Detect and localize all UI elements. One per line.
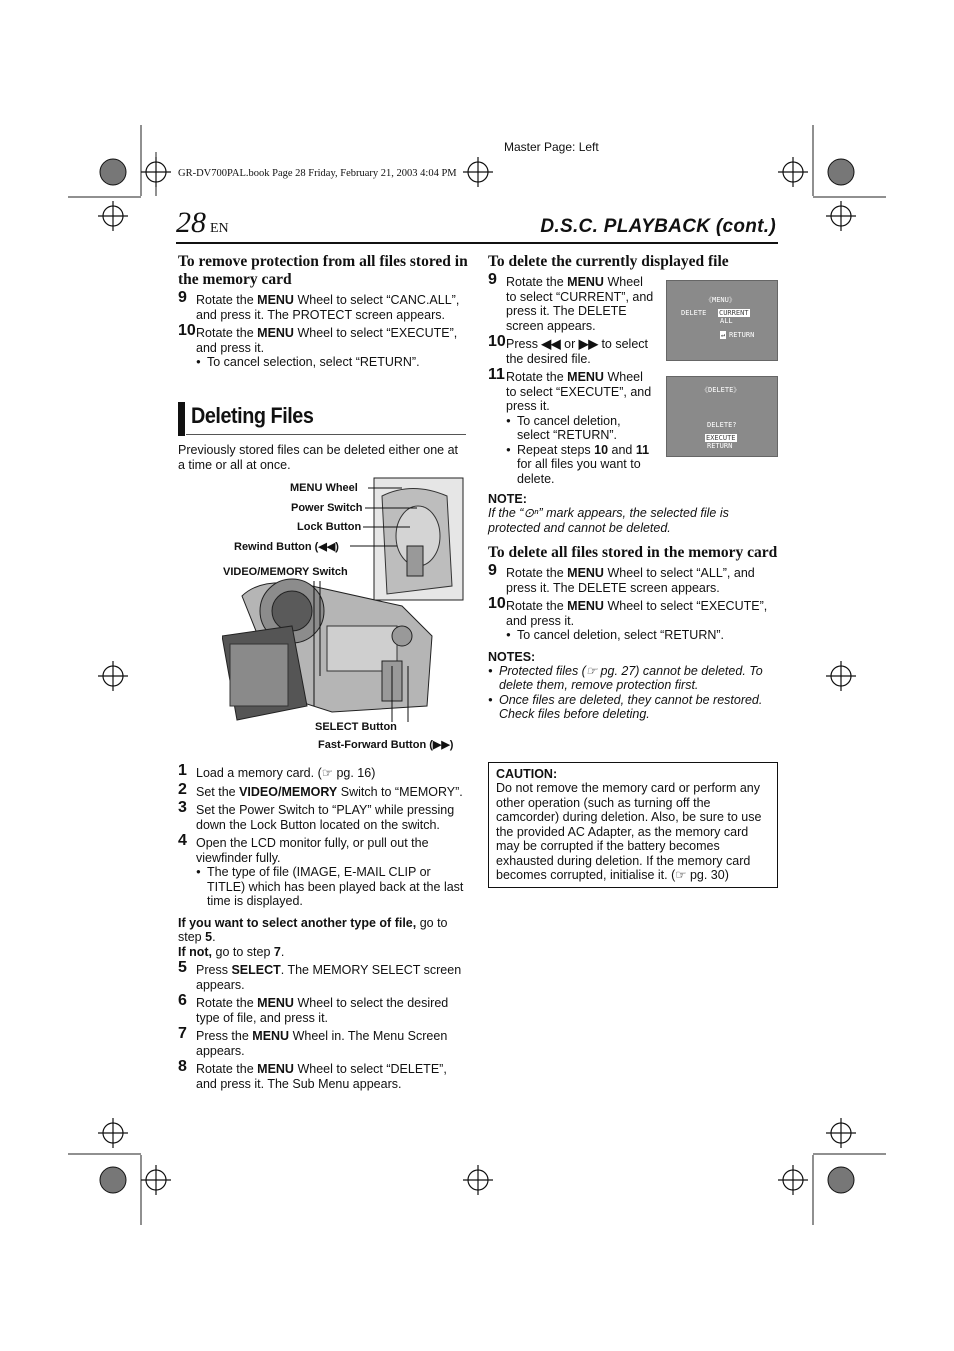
label-select-button: SELECT Button xyxy=(315,721,397,733)
remove-protection-section xyxy=(178,253,468,374)
current-note-text: If the “⊙ⁿ” mark appears, the selected file is protected and cannot be deleted. xyxy=(488,506,729,535)
master-page-label: Master Page: Left xyxy=(504,140,599,154)
delete-step-5: 5 Press SELECT. The MEMORY SELECT screen appears. xyxy=(178,959,462,992)
caution-heading: CAUTION: xyxy=(496,767,558,781)
delete-step-8: 8 Rotate the MENU Wheel to select “DELETE”, and press it. The Sub Menu appears. xyxy=(178,1058,447,1091)
label-ff-button: Fast-Forward Button (▶▶) xyxy=(318,739,454,751)
delete-current-heading: To delete the currently displayed file xyxy=(488,253,729,270)
all-step-10: 10 Rotate the MENU Wheel to select “EXECUTE”, and press it. ● To cancel deletion, select “RETURN”. xyxy=(488,599,778,643)
all-cancel-bullet: ● To cancel deletion, select “RETURN”. xyxy=(506,628,778,643)
if-not: If not, go to step 7. xyxy=(178,944,285,959)
deleting-files-title: Deleting Files xyxy=(191,403,314,428)
delete-step-1: 1 Load a memory card. (☞ pg. 16) xyxy=(178,762,376,780)
menu-delete-screen: 《MENU》 DELETE CURRENT ALL ↵ RETURN xyxy=(666,280,778,361)
if-select-another: If you want to select another type of file, go to step 5. xyxy=(178,915,448,944)
current-step-10: 10 Press ◀◀ or ▶▶ to select the desired file. xyxy=(488,333,648,366)
label-video-memory-switch: VIDEO/MEMORY Switch xyxy=(223,566,348,578)
deleting-intro: Previously stored files can be deleted either one at a time or all at once. xyxy=(178,443,459,472)
section-title: D.S.C. PLAYBACK (cont.) xyxy=(540,216,776,237)
remove-protection-heading: To remove protection from all files stored in the memory card xyxy=(178,253,468,288)
deleting-title-rule xyxy=(186,434,466,435)
remove-cancel-bullet: ● To cancel selection, select “RETURN”. xyxy=(196,355,468,370)
note-protected: ● Protected files (☞ pg. 27) cannot be deleted. To delete them, remove protection first. xyxy=(488,664,778,693)
delete-step-2: 2 Set the VIDEO/MEMORY Switch to “MEMORY”. xyxy=(178,780,463,799)
page-lang: EN xyxy=(210,221,229,236)
remove-step-10: 10 Rotate the MENU Wheel to select “EXECUTE”, and press it. ● To cancel selection, select “RETURN”. xyxy=(178,326,468,370)
label-menu-wheel: MENU Wheel xyxy=(290,482,358,494)
header-rule xyxy=(176,242,778,244)
delete-all-section xyxy=(488,544,778,722)
current-note-heading: NOTE: xyxy=(488,492,527,506)
current-step-11: 11 Rotate the MENU Wheel to select “EXECUTE”, and press it. ● To cancel deletion, select “RETURN”. ● Repeat steps 10 and 11 for all files you want to delete. xyxy=(488,370,656,486)
delete-step-4-bullet: ● The type of file (IMAGE, E-MAIL CLIP or TITLE) which has been played back at the last time is displayed. xyxy=(196,865,468,909)
page-number xyxy=(176,206,229,240)
label-power-switch: Power Switch xyxy=(291,502,363,514)
delete-step-7: 7 Press the MENU Wheel in. The Menu Screen appears. xyxy=(178,1025,448,1058)
caution-text: Do not remove the memory card or perform any other operation (such as turning off the camcorder) during deletion. Also, be sure to use the provided AC Adapter, as the memory card may be corrupted if the battery becomes exhausted during deletion. If the memory card becomes corrupted, initialise it. (☞ pg. 30) xyxy=(496,781,762,882)
notes-heading: NOTES: xyxy=(488,649,536,664)
current-cancel-bullet: ● To cancel deletion, select “RETURN”. xyxy=(506,414,656,443)
current-step-9: 9 Rotate the MENU Wheel to select “CURRENT”, and press it. The DELETE screen appears. xyxy=(488,271,654,333)
label-rewind-button: Rewind Button (◀◀) xyxy=(234,541,339,553)
deleting-steps xyxy=(178,764,468,1095)
caution-box xyxy=(488,762,778,888)
label-lock-button: Lock Button xyxy=(297,521,362,533)
page-number-value: 28 xyxy=(176,206,206,239)
book-line: GR-DV700PAL.book Page 28 Friday, February 21, 2003 4:04 PM xyxy=(178,168,457,179)
remove-step-9: 9 Rotate the MENU Wheel to select “CANC.ALL”, and press it. The PROTECT screen appears. xyxy=(178,289,460,322)
delete-confirm-screen: 《DELETE》 DELETE? EXECUTE RETURN xyxy=(666,376,778,457)
delete-all-heading: To delete all files stored in the memory card xyxy=(488,544,778,561)
return-icon: ↵ xyxy=(721,331,726,339)
protect-mark-icon: ⊙ⁿ xyxy=(523,506,539,520)
delete-step-4: 4 Open the LCD monitor fully, or pull out the viewfinder fully. ● The type of file (IMAGE, E-MAIL CLIP or TITLE) which has been played back at the last time is displayed. xyxy=(178,836,468,909)
all-step-9: 9 Rotate the MENU Wheel to select “ALL”, and press it. The DELETE screen appears. xyxy=(488,562,755,595)
current-repeat-bullet: ● Repeat steps 10 and 11 for all files you want to delete. xyxy=(506,443,656,487)
delete-step-6: 6 Rotate the MENU Wheel to select the desired type of file, and press it. xyxy=(178,992,449,1025)
delete-step-3: 3 Set the Power Switch to “PLAY” while pressing down the Lock Button located on the switch. xyxy=(178,799,455,832)
note-restore: ● Once files are deleted, they cannot be restored. Check files before deleting. xyxy=(488,693,778,722)
deleting-title-bar xyxy=(178,402,185,436)
